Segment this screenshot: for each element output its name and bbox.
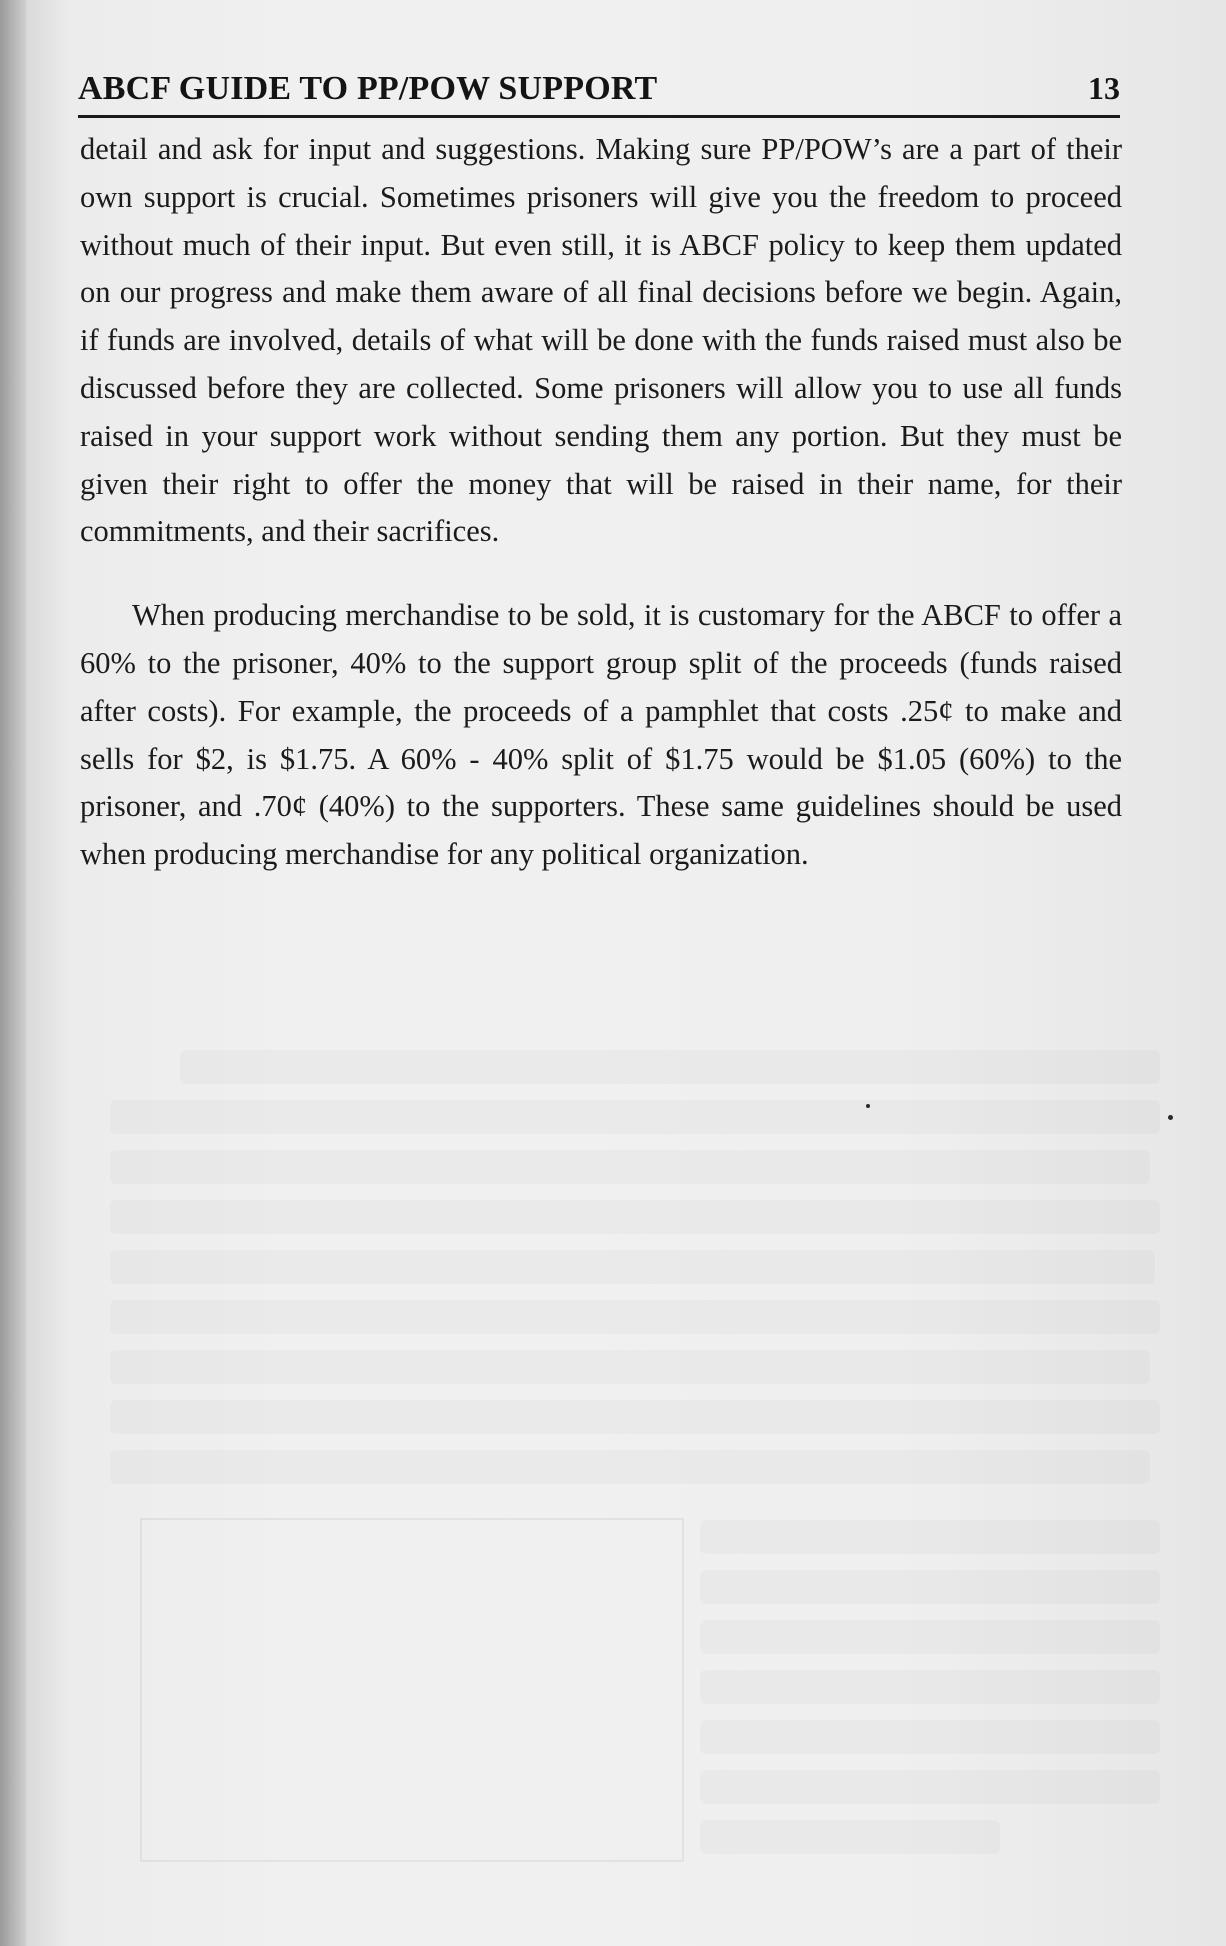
ink-speck: [1168, 1115, 1173, 1120]
running-head: ABCF GUIDE TO PP/POW SUPPORT: [78, 70, 658, 107]
body-text: [80, 126, 1122, 879]
page-header: [78, 70, 1120, 118]
page-number: 13: [1088, 70, 1120, 106]
ink-speck: [866, 1104, 870, 1108]
book-spine-shadow: [0, 0, 26, 1946]
paragraph: detail and ask for input and suggestions. Making sure PP/POW’s are a part of their own support is crucial. Sometimes prisoners will give you the freedom to proceed without much of their input. But even still, it is ABCF policy to keep them updated on our progress and make them aware of all final decisions before we begin. Again, if funds are involved, details of what will be done with the funds raised must also be discussed before they are collected. Some prisoners will allow you to use all funds raised in your support work without sending them any portion. But they must be given their right to offer the money that will be raised in their name, for their commitments, and their sacrifices.: [80, 132, 1122, 549]
header-rule: [78, 115, 1120, 118]
paragraph: When producing merchandise to be sold, it is customary for the ABCF to offer a 60% to the prisoner, 40% to the support group split of the proceeds (funds raised after costs). For example, the proceeds of a pamphlet that costs .25¢ to make and sells for $2, is $1.75. A 60% - 40% split of $1.75 would be $1.05 (60%) to the prisoner, and .70¢ (40%) to the supporters. These same guidelines should be used when producing merchandise for any political organization.: [80, 598, 1122, 872]
